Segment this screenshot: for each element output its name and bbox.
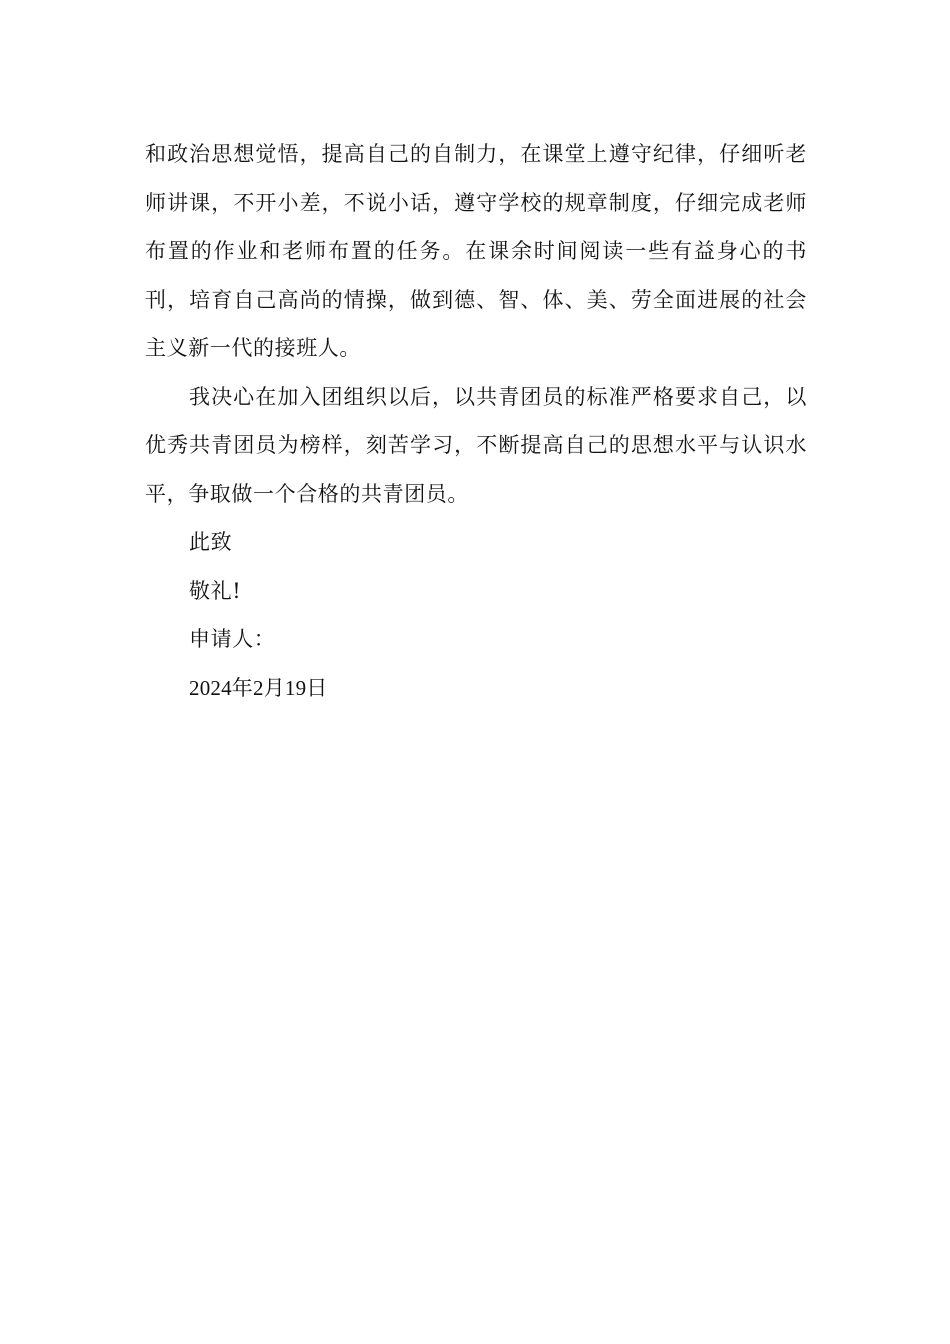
- paragraph-continued: 和政治思想觉悟，提高自己的自制力，在课堂上遵守纪律，仔细听老师讲课，不开小差，不说小话，遵守学校的规章制度，仔细完成老师布置的作业和老师布置的任务。在课余时间阅读一些有益身心的书刊，培育自己高尚的情操，做到德、智、体、美、劳全面进展的社会主义新一代的接班人。: [145, 142, 807, 360]
- closing-regards: 敬礼!: [189, 578, 242, 603]
- letter-body: [145, 130, 807, 712]
- date-line: 2024年2月19日: [189, 675, 328, 700]
- applicant-label: 申请人：: [189, 627, 276, 651]
- paragraph-resolve: 我决心在加入团组织以后，以共青团员的标准严格要求自己，以优秀共青团员为榜样，刻苦学习，不断提高自己的思想水平与认识水平，争取做一个合格的共青团员。: [145, 384, 807, 506]
- closing-salutation: 此致: [189, 530, 233, 554]
